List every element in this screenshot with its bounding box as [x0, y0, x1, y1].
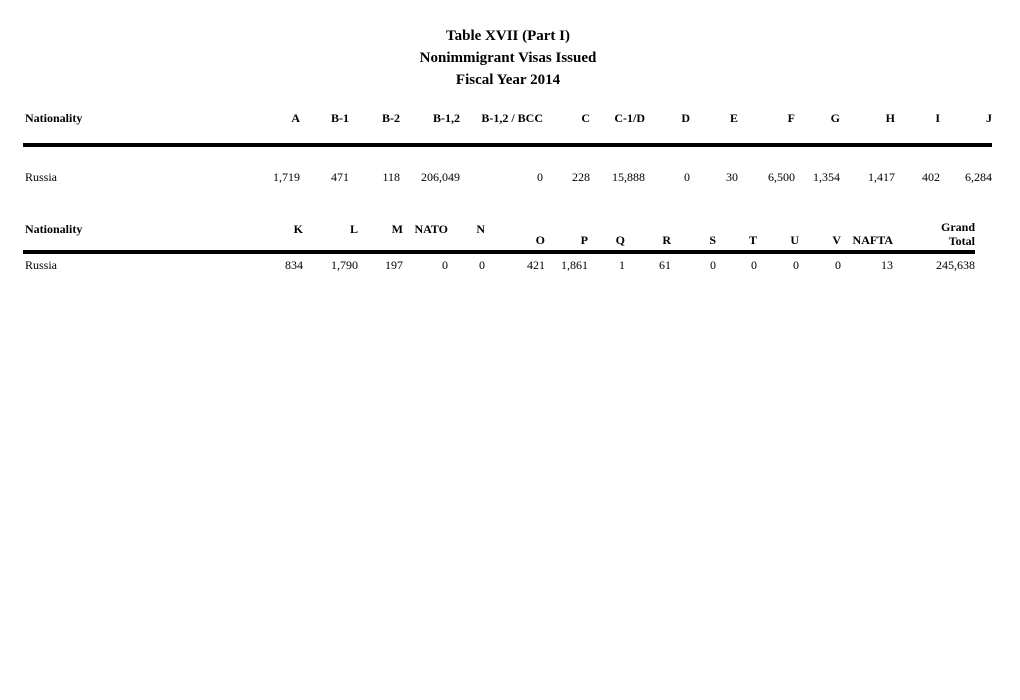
table1-header-row: [23, 103, 992, 145]
grand-total-line-1: Grand: [940, 220, 975, 234]
table2-cell-n: 0: [479, 258, 485, 272]
table2-header-t: T: [716, 218, 757, 252]
table2-header-k: K: [238, 218, 303, 252]
table1-cell-b1: 471: [331, 170, 349, 184]
table2-cell-u: 0: [793, 258, 799, 272]
table1-header-b12: B-1,2: [400, 103, 460, 145]
title-line-3: Fiscal Year 2014: [455, 72, 561, 88]
table2-header-v: V: [799, 218, 841, 252]
table2-header-row: [23, 218, 975, 252]
table2-header-nato: NATO: [403, 218, 448, 252]
table2-cell-l: 1,790: [331, 258, 358, 272]
table1-header-b12-bcc: B-1,2 / BCC: [460, 103, 543, 145]
table2-data-row-russia: [23, 252, 975, 273]
table2-cell-nato: 0: [442, 258, 448, 272]
grand-total-line-2: Total: [948, 234, 975, 248]
table2-cell-q: 1: [619, 258, 625, 272]
table2-cell-t: 0: [751, 258, 757, 272]
table2-header-u: U: [757, 218, 799, 252]
table2-cell-m: 197: [385, 258, 403, 272]
table1-header-f: F: [738, 103, 795, 145]
table2-header-r: R: [625, 218, 671, 252]
table2-header-nafta: NAFTA: [841, 218, 893, 252]
table2-header-nationality: Nationality: [23, 218, 238, 252]
table1-data-row-russia: [23, 145, 992, 185]
table1-header-h: H: [840, 103, 895, 145]
document-title: [0, 25, 1016, 91]
table1-header-a: A: [233, 103, 300, 145]
table2-header-o: O: [485, 218, 545, 252]
table1-header-nationality: Nationality: [23, 103, 233, 145]
table2-header-q: Q: [588, 218, 625, 252]
table1-header-b2: B-2: [349, 103, 400, 145]
table1-cell-j: 6,284: [965, 170, 992, 184]
table1-cell-f: 6,500: [768, 170, 795, 184]
table1-cell-b12-bcc: 0: [537, 170, 543, 184]
title-line-2: Nonimmigrant Visas Issued: [419, 50, 597, 66]
table1-header-e: E: [690, 103, 738, 145]
table2-cell-s: 0: [710, 258, 716, 272]
visa-table-part1: [23, 103, 992, 185]
table1-cell-h: 1,417: [868, 170, 895, 184]
table1-cell-e: 30: [726, 170, 738, 184]
table1-cell-a: 1,719: [273, 170, 300, 184]
table1-header-g: G: [795, 103, 840, 145]
table1-header-d: D: [645, 103, 690, 145]
table2-cell-v: 0: [835, 258, 841, 272]
table1-cell-g: 1,354: [813, 170, 840, 184]
table1-header-c: C: [543, 103, 590, 145]
table2-cell-k: 834: [285, 258, 303, 272]
table2-header-p: P: [545, 218, 588, 252]
table2-header-n: N: [448, 218, 485, 252]
visa-table-part2: [23, 218, 975, 273]
table2-cell-grand-total: 245,638: [936, 258, 975, 272]
table1-cell-d: 0: [684, 170, 690, 184]
table2-header-l: L: [303, 218, 358, 252]
title-line-1: Table XVII (Part I): [445, 28, 571, 44]
table1-header-c1d: C-1/D: [590, 103, 645, 145]
table1-header-j: J: [940, 103, 992, 145]
table1-cell-c1d: 15,888: [612, 170, 645, 184]
table2-cell-p: 1,861: [561, 258, 588, 272]
table2-header-grand-total: [893, 218, 975, 252]
table1-russia-label: Russia: [25, 170, 58, 184]
table1-header-b1: B-1: [300, 103, 349, 145]
table2-header-s: S: [671, 218, 716, 252]
table2-cell-o: 421: [527, 258, 545, 272]
table2-cell-r: 61: [659, 258, 671, 272]
table2-cell-nafta: 13: [881, 258, 893, 272]
table1-cell-i: 402: [922, 170, 940, 184]
table2-header-m: M: [358, 218, 403, 252]
table1-cell-b12: 206,049: [421, 170, 460, 184]
table1-cell-b2: 118: [382, 170, 400, 184]
table2-russia-label: Russia: [25, 258, 58, 272]
table1-header-i: I: [895, 103, 940, 145]
table1-cell-c: 228: [572, 170, 590, 184]
